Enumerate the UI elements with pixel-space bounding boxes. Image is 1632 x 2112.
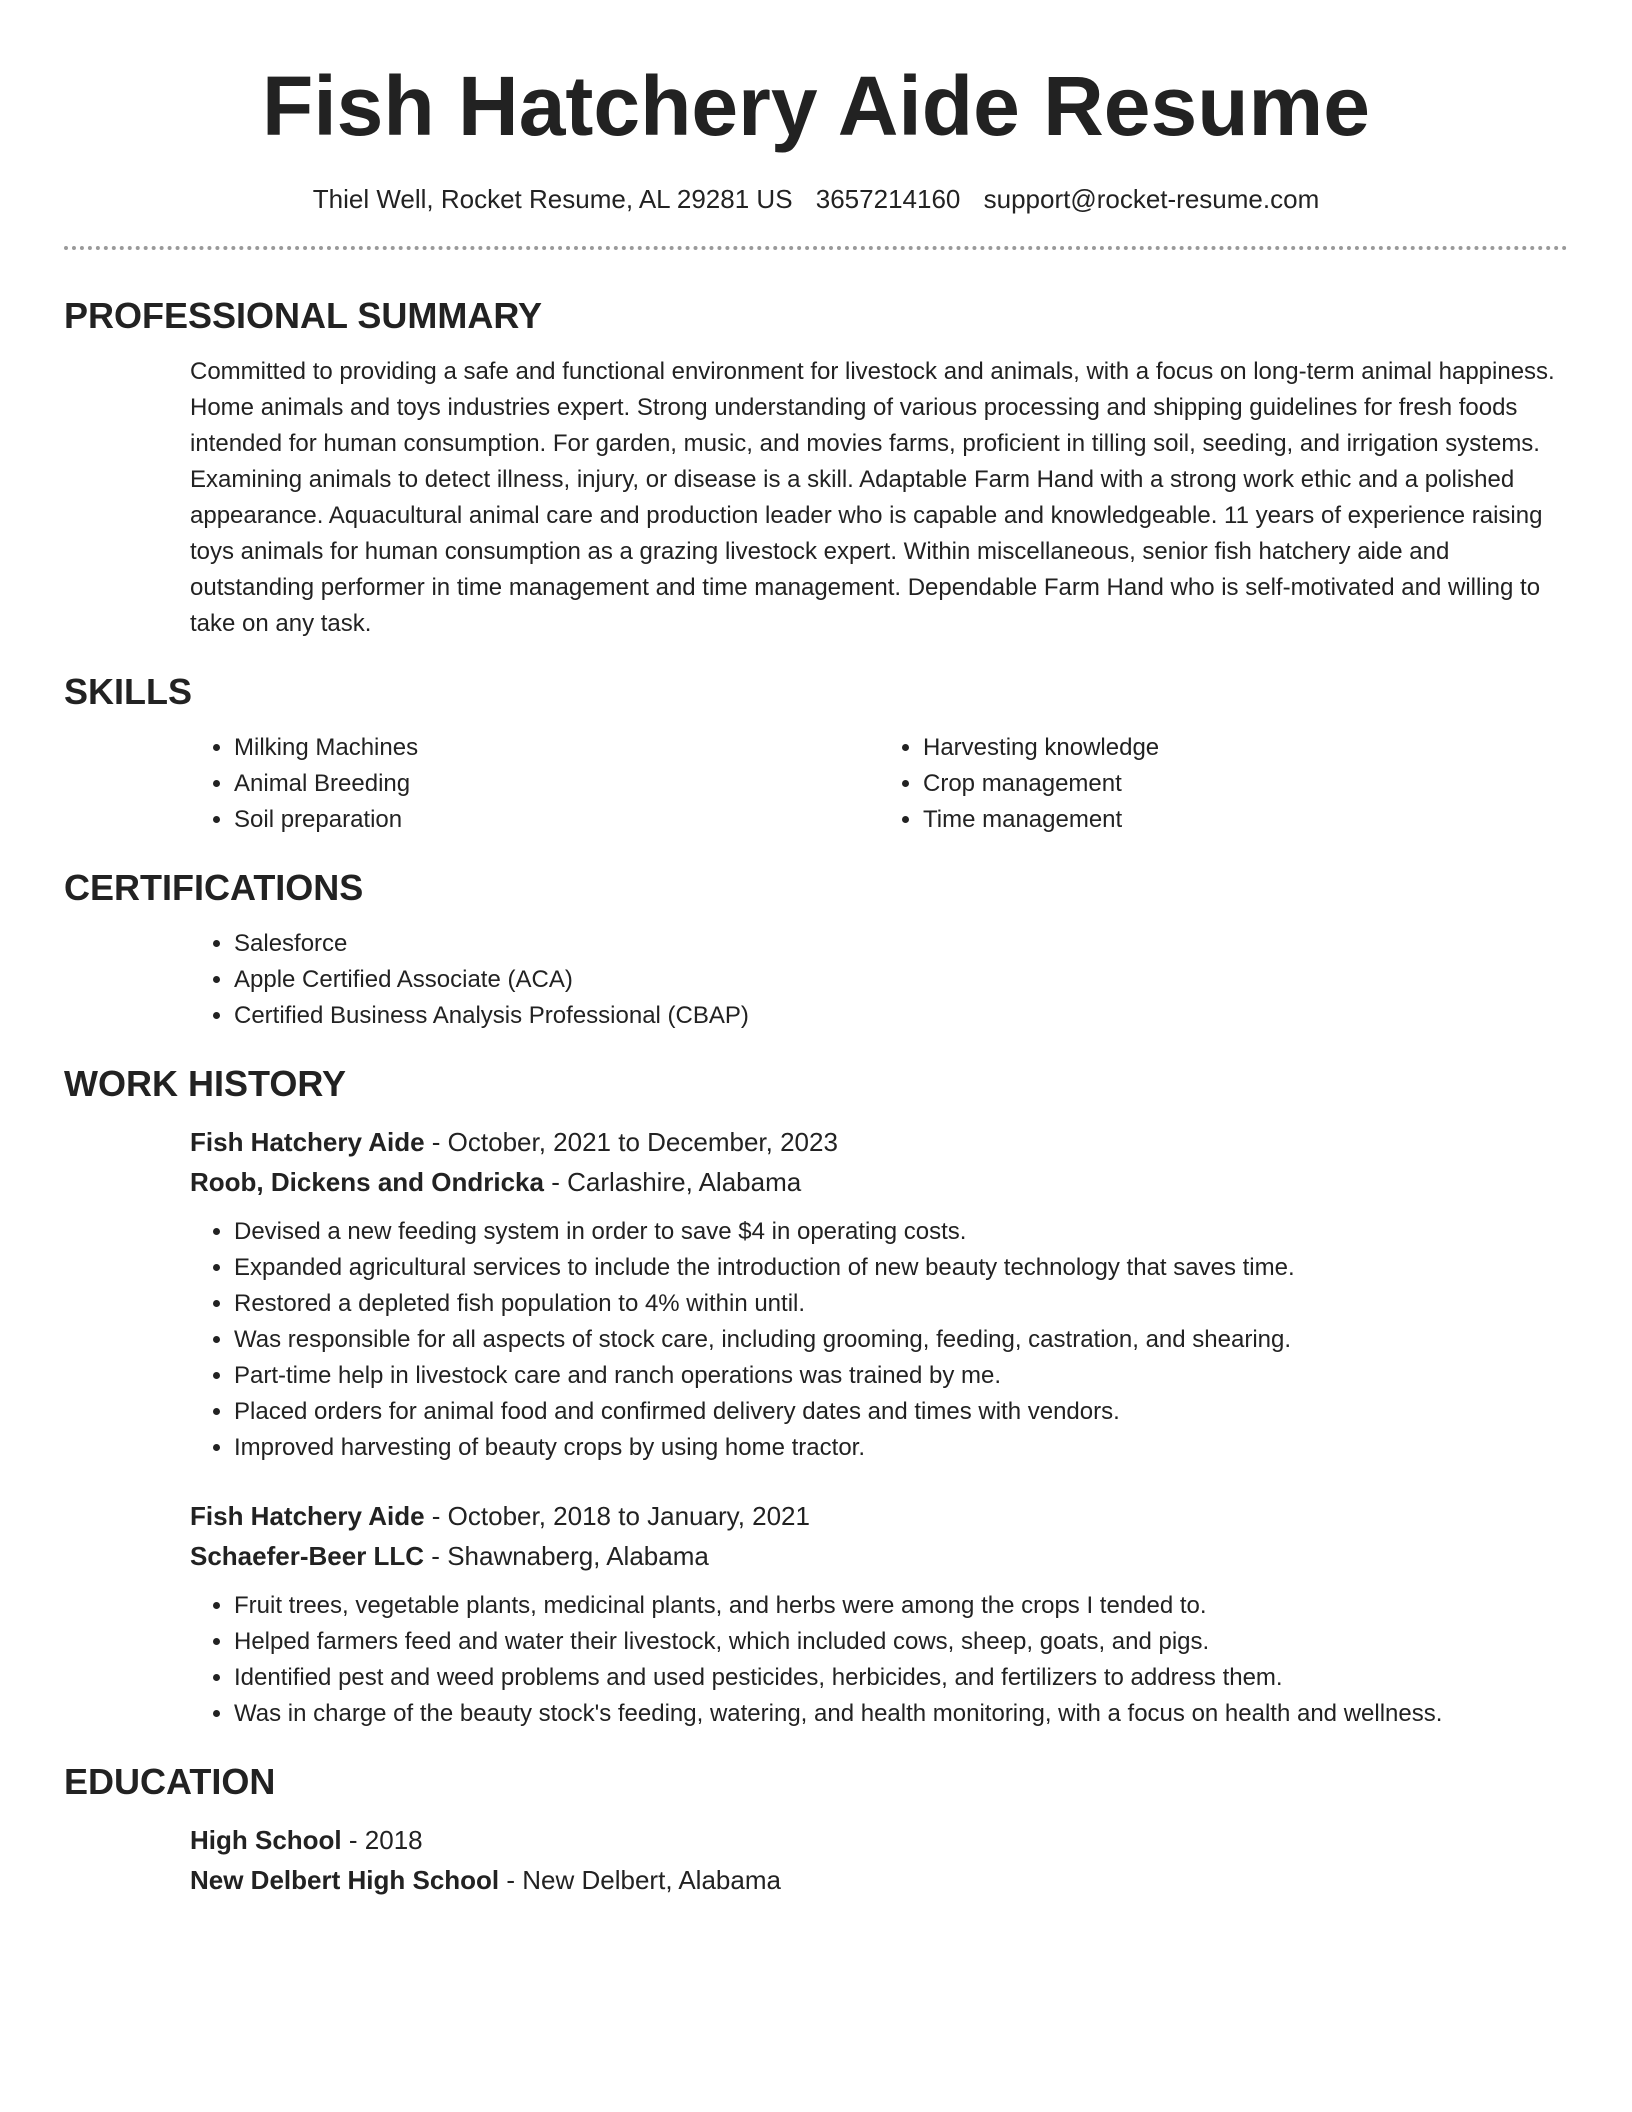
- contact-address: Thiel Well, Rocket Resume, AL 29281 US: [312, 184, 793, 214]
- certifications-list: [190, 926, 1568, 1034]
- separator: -: [543, 1167, 568, 1197]
- resume-title: Fish Hatchery Aide Resume: [262, 59, 1370, 153]
- job-entry: [190, 1122, 1568, 1466]
- skills-grid: [190, 730, 1568, 838]
- header-divider: [64, 246, 1568, 250]
- section-heading-certifications: CERTIFICATIONS: [64, 867, 364, 908]
- education-year: 2018: [364, 1825, 423, 1855]
- skill-item: • Time management: [923, 802, 1568, 838]
- skill-item: • Crop management: [923, 766, 1568, 802]
- job-bullet: • Devised a new feeding system in order to save $4 in operating costs.: [234, 1214, 1568, 1250]
- job-bullets: [190, 1588, 1568, 1732]
- job-bullet: • Placed orders for animal food and confirmed delivery dates and times with vendors.: [234, 1394, 1568, 1430]
- separator: -: [424, 1127, 448, 1157]
- certification-item: • Salesforce: [234, 926, 1568, 962]
- skill-item: • Soil preparation: [234, 802, 879, 838]
- job-bullet: • Expanded agricultural services to include the introduction of new beauty technology that saves time.: [234, 1250, 1568, 1286]
- job-company: Schaefer-Beer LLC: [190, 1541, 425, 1571]
- contact-line: [64, 182, 1568, 216]
- education-section: [64, 1760, 1568, 1900]
- contact-phone: 3657214160: [815, 184, 961, 214]
- skill-item: • Animal Breeding: [234, 766, 879, 802]
- certification-item: • Apple Certified Associate (ACA): [234, 962, 1568, 998]
- certifications-section: [64, 866, 1568, 1034]
- job-bullet: • Restored a depleted fish population to 4% within until.: [234, 1286, 1568, 1322]
- job-location: Carlashire, Alabama: [567, 1167, 802, 1197]
- job-bullet: • Was in charge of the beauty stock's feeding, watering, and health monitoring, with a focus on health and wellness.: [234, 1696, 1568, 1732]
- separator: -: [424, 1541, 448, 1571]
- contact-email: support@rocket-resume.com: [983, 184, 1320, 214]
- job-dates: October, 2018 to January, 2021: [447, 1501, 810, 1531]
- job-entry: [190, 1496, 1568, 1732]
- summary-text: Committed to providing a safe and functional environment for livestock and animals, with a focus on long-term animal happiness. Home animals and toys industries expert. Strong understanding of various processing and shipping guidelines for fresh foods intended for human consumption. For garden, music, and movies farms, proficient in tilling soil, seeding, and irrigation systems. Examining animals to detect illness, injury, or disease is a skill. Adaptable Farm Hand with a strong work ethic and a polished appearance. Aquacultural animal care and production leader who is capable and knowledgeable. 11 years of experience raising toys animals for human consumption as a grazing livestock expert. Within miscellaneous, senior fish hatchery aide and outstanding performer in time management and time management. Dependable Farm Hand who is self-motivated and willing to take on any task.: [190, 358, 1555, 637]
- job-bullet: • Helped farmers feed and water their livestock, which included cows, sheep, goats, and pigs.: [234, 1624, 1568, 1660]
- job-bullet: • Part-time help in livestock care and ranch operations was trained by me.: [234, 1358, 1568, 1394]
- education-degree-line: [190, 1820, 1568, 1860]
- job-title: Fish Hatchery Aide: [190, 1127, 425, 1157]
- education-location: New Delbert, Alabama: [522, 1865, 781, 1895]
- education-entry: [190, 1820, 1568, 1900]
- education-school-line: [190, 1860, 1568, 1900]
- job-company-line: [190, 1162, 1568, 1202]
- separator: -: [341, 1825, 365, 1855]
- job-bullet: • Identified pest and weed problems and used pesticides, herbicides, and fertilizers to address them.: [234, 1660, 1568, 1696]
- resume-page: [64, 0, 1568, 1900]
- skill-item: • Milking Machines: [234, 730, 879, 766]
- certification-item: • Certified Business Analysis Professional (CBAP): [234, 998, 1568, 1034]
- job-company-line: [190, 1536, 1568, 1576]
- education-degree: High School: [190, 1825, 342, 1855]
- skill-item: • Harvesting knowledge: [923, 730, 1568, 766]
- job-location: Shawnaberg, Alabama: [447, 1541, 709, 1571]
- section-heading-skills: SKILLS: [64, 671, 193, 712]
- job-company: Roob, Dickens and Ondricka: [190, 1167, 544, 1197]
- skills-section: [64, 670, 1568, 838]
- education-school: New Delbert High School: [190, 1865, 500, 1895]
- summary-section: [64, 294, 1568, 642]
- job-title: Fish Hatchery Aide: [190, 1501, 425, 1531]
- skills-list-right: [879, 730, 1568, 838]
- section-heading-summary: PROFESSIONAL SUMMARY: [64, 295, 543, 336]
- job-bullet: • Improved harvesting of beauty crops by using home tractor.: [234, 1430, 1568, 1466]
- job-bullet: • Fruit trees, vegetable plants, medicinal plants, and herbs were among the crops I tended to.: [234, 1588, 1568, 1624]
- section-heading-education: EDUCATION: [64, 1761, 276, 1802]
- job-bullets: [190, 1214, 1568, 1466]
- separator: -: [424, 1501, 448, 1531]
- job-title-line: [190, 1122, 1568, 1162]
- separator: -: [499, 1865, 523, 1895]
- work-history-section: [64, 1062, 1568, 1732]
- section-heading-work-history: WORK HISTORY: [64, 1063, 347, 1104]
- job-dates: October, 2021 to December, 2023: [447, 1127, 838, 1157]
- job-bullet: • Was responsible for all aspects of stock care, including grooming, feeding, castration, and shearing.: [234, 1322, 1568, 1358]
- job-title-line: [190, 1496, 1568, 1536]
- skills-list-left: [190, 730, 879, 838]
